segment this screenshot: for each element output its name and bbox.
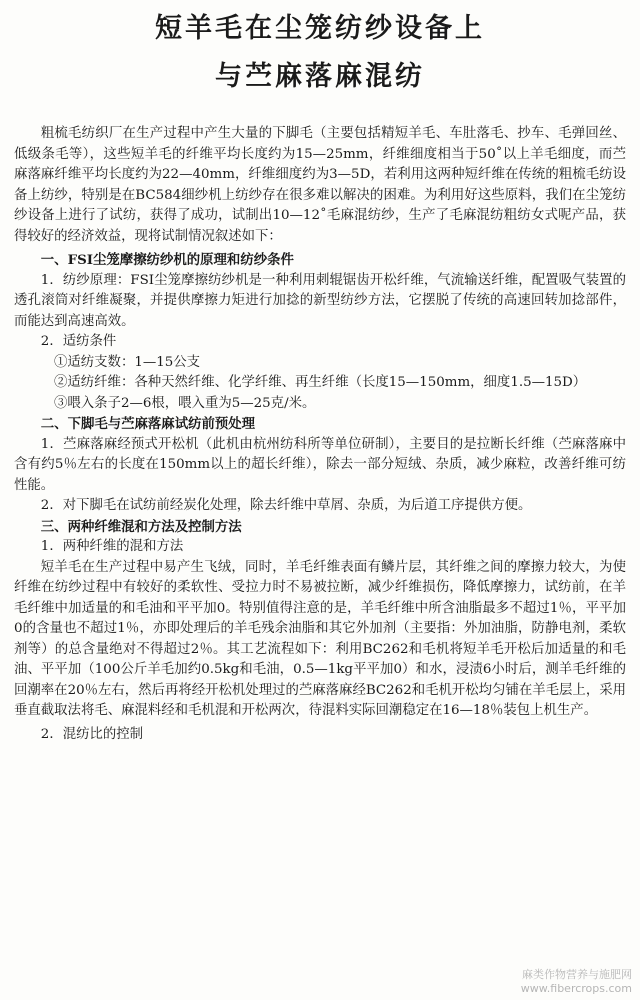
intro-paragraph: 粗梳毛纺织厂在生产过程中产生大量的下脚毛（主要包括精短羊毛、车肚落毛、抄车、毛弹回丝、低级条毛等），这些短羊毛的纤维平均长度约为15—25mm，纤维细度相当于50˚以上羊毛细度，而苎麻落麻纤维平均长度约为22—40mm，纤维细度约为3—5D，若利用这两种短纤维在传统的粗梳毛纺设备上纺纱，特别是在BC584细纱机上纺纱存在很多难以解决的困难。为利用好这些原料，我们在尘笼纺纱设备上进行了试纺，获得了成功，试制出10—12˚毛麻混纺纱，生产了毛麻混纺粗纺女式呢产品，获得较好的经济效益，现将试制情况叙述如下： — [14, 126, 626, 244]
article-body — [14, 124, 626, 745]
section-1-item-2: 2．适纺条件 — [40, 334, 117, 349]
title-line-2: 与苎麻落麻混纺 — [215, 61, 425, 92]
section-1-heading: 一、FSI尘笼摩擦纺纱机的原理和纺纱条件 — [40, 252, 294, 268]
watermark-line-1: 麻类作物营养与施肥网 — [522, 968, 632, 981]
condition-3: ③喂入条子2—6根，喂入重为5—25克/米。 — [54, 395, 316, 411]
watermark-line-2: www.fibercrops.com — [520, 982, 632, 995]
title-line-1: 短羊毛在尘笼纺纱设备上 — [155, 13, 485, 44]
section-3-item-1: 1．两种纤维的混和方法 — [40, 539, 184, 554]
section-2-heading: 二、下脚毛与苎麻落麻试纺前预处理 — [40, 416, 256, 432]
section-3-item-2: 2．混纺比的控制 — [40, 726, 144, 742]
section-3-paragraph: 短羊毛在生产过程中易产生飞绒，同时，羊毛纤维表面有鳞片层，其纤维之间的摩擦力较大，为使纤维在纺纱过程中有较好的柔软性、受拉力时不易被拉断，减少纤维损伤，降低摩擦力，试纺前，在羊毛纤维中加适量的和毛油和平平加0。特别值得注意的是，羊毛纤维中所含油脂最多不超过1％，平平加0的含量也不超过1％，亦即处理后的羊毛残余油脂和其它外加剂（主要指：外加油脂，防静电剂，柔软剂等）的总含量绝对不得超过2％。其工艺流程如下：利用BC262和毛机将短羊毛开松后加适量的和毛油、平平加（100公斤羊毛加约0.5kg和毛油，0.5—1kg平平加0）和水，浸渍6小时后，测羊毛纤维的回潮率在20％左右，然后再将经开松机处理过的苎麻落麻经BC262和毛机开松均匀铺在羊毛层上，采用垂直截取法将毛、麻混料经和毛机混和开松两次，待混料实际回潮稳定在16—18％装包上机生产。 — [14, 559, 626, 718]
section-1-item-1: 1．纺纱原理：FSI尘笼摩擦纺纱机是一种利用刺辊锯齿开松纤维，气流输送纤维，配置吸气装置的透孔滚筒对纤维凝聚，并提供摩擦力矩进行加捻的新型纺纱方法，它摆脱了传统的高速回转加捻部件，而能达到高速高效。 — [14, 272, 626, 329]
section-3-heading: 三、两种纤维混和方法及控制方法 — [40, 518, 242, 535]
section-2-item-2: 2．对下脚毛在试纺前经炭化处理，除去纤维中草屑、杂质，为后道工序提供方便。 — [40, 498, 532, 513]
section-2-item-1: 1．苎麻落麻经预式开松机（此机由杭州纺科所等单位研制），主要目的是拉断长纤维（苎麻落麻中含有约5％左右的长度在150mm以上的超长纤维），除去一部分短绒、杂质，减少麻粒，改善纤维可纺性能。 — [14, 436, 626, 493]
condition-2: ②适纺纤维：各种天然纤维、化学纤维、再生纤维（长度15—150mm，细度1.5—15D） — [54, 375, 587, 390]
site-watermark — [521, 968, 632, 996]
condition-1: ①适纺支数：1—15公支 — [54, 354, 201, 370]
